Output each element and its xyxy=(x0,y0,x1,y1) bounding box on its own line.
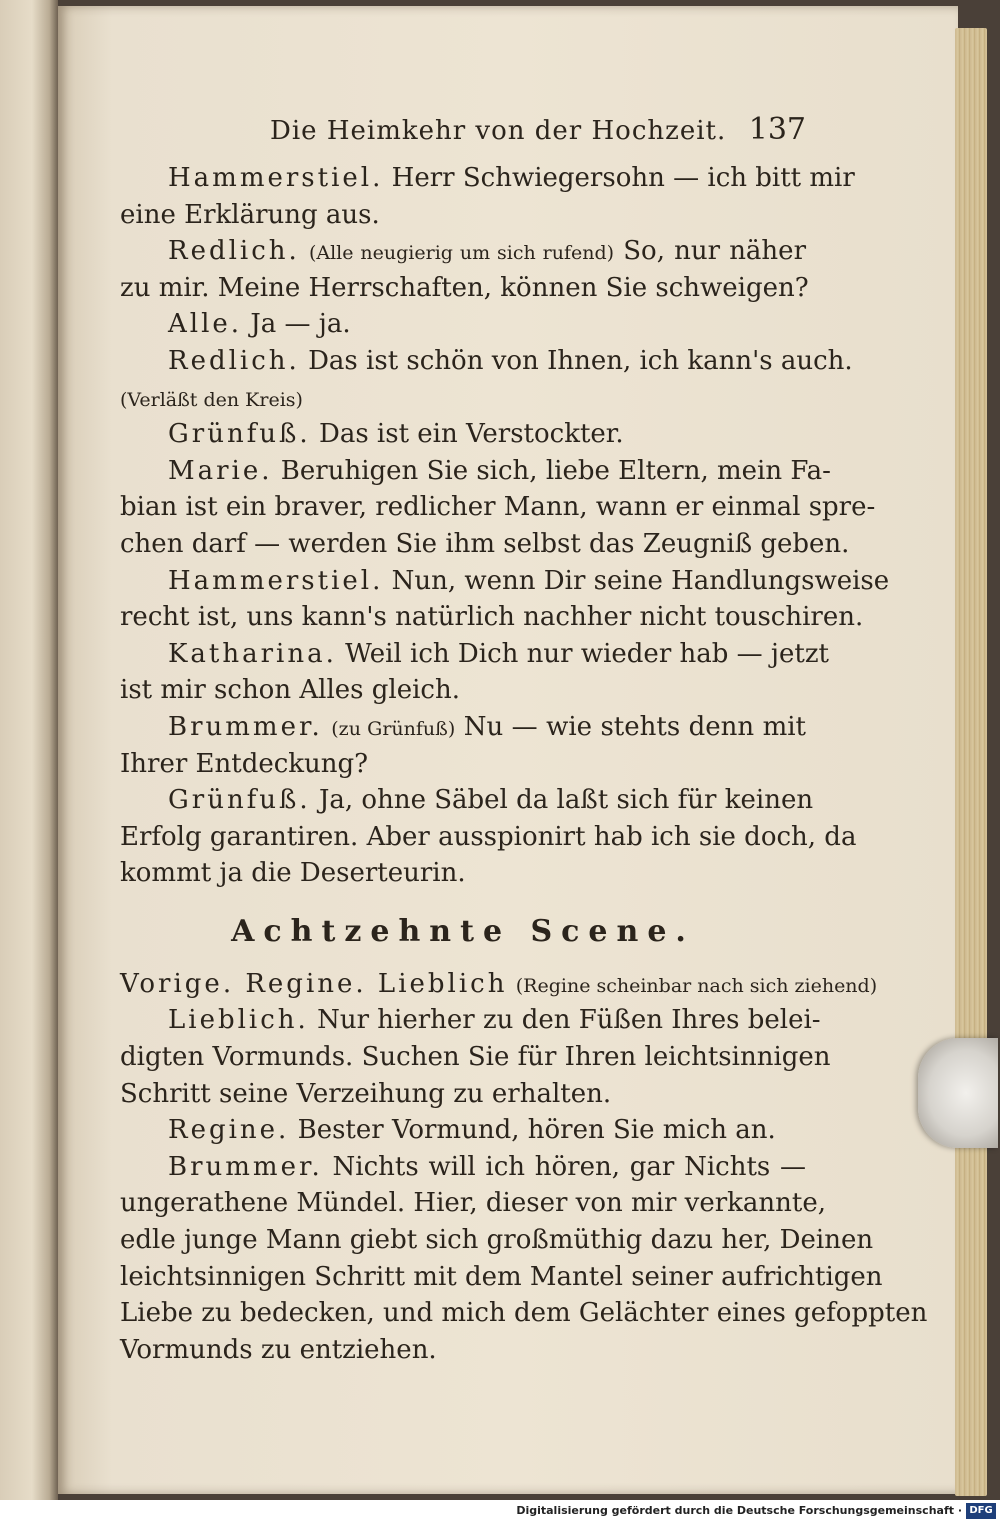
line-text: ist mir schon Alles gleich. xyxy=(120,675,460,706)
stage-direction: (Alle neugierig um sich rufend) xyxy=(308,242,615,265)
text-block xyxy=(120,108,928,1368)
line-text: So, nur näher xyxy=(614,236,806,267)
line-text: bian ist ein braver, redlicher Mann, wann er einmal spre- xyxy=(120,492,876,523)
speaker-name: Hammerstiel. xyxy=(168,565,384,596)
page-number: 137 xyxy=(748,112,806,147)
speaker-name: Grünfuß. xyxy=(168,419,311,450)
text-line xyxy=(120,270,809,307)
text-line xyxy=(120,526,850,563)
page-stack-edge xyxy=(955,28,987,1496)
text-line xyxy=(120,746,806,783)
text-line xyxy=(120,1002,821,1039)
line-text xyxy=(507,969,515,999)
line-text: Ihrer Entdeckung? xyxy=(120,748,369,779)
text-line xyxy=(120,1259,883,1296)
line-text: Schritt seine Verzeihung zu erhalten. xyxy=(120,1078,612,1109)
line-text: Nichts will ich hören, gar Nichts — xyxy=(322,1151,806,1182)
page-clip xyxy=(918,1038,998,1148)
line-text xyxy=(323,712,331,742)
footer-bar xyxy=(0,1500,1000,1524)
speaker-name: Grünfuß. xyxy=(168,785,311,816)
speaker-name: Brummer. xyxy=(168,1151,323,1182)
speaker-name: Marie. xyxy=(168,455,273,486)
text-line xyxy=(120,672,806,709)
line-text: edle junge Mann giebt sich großmüthig dazu her, Deinen xyxy=(120,1225,874,1256)
text-line xyxy=(120,197,806,234)
text-line xyxy=(120,563,890,600)
text-line xyxy=(120,233,806,270)
line-text xyxy=(300,236,309,266)
speaker-name: Redlich. xyxy=(168,236,300,267)
stage-direction: (Verläßt den Kreis) xyxy=(120,388,303,411)
speaker-name: Redlich. xyxy=(168,345,300,376)
line-text: Ja — ja. xyxy=(242,309,351,340)
body-text xyxy=(120,160,928,1368)
line-text: Das ist ein Verstockter. xyxy=(310,419,624,450)
line-text: Liebe zu bedecken, und mich dem Gelächter eines gefoppten xyxy=(120,1298,928,1329)
text-line xyxy=(120,160,855,197)
text-line xyxy=(120,416,806,453)
line-text: zu mir. Meine Herrschaften, können Sie schweigen? xyxy=(120,272,809,303)
left-page-edge xyxy=(0,0,58,1500)
line-text: kommt ja die Deserteurin. xyxy=(120,858,466,889)
speaker-name: Brummer. xyxy=(168,711,323,742)
text-line xyxy=(120,782,814,819)
text-line xyxy=(120,819,857,856)
line-text: Nun, wenn Dir seine Handlungsweise xyxy=(383,565,890,596)
text-line xyxy=(120,709,806,746)
speaker-name: Katharina. xyxy=(168,638,337,669)
line-text: Ja, ohne Säbel da laßt sich für keinen xyxy=(310,785,814,816)
line-text: recht ist, uns kann's natürlich nachher nicht touschiren. xyxy=(120,602,864,633)
line-text: chen darf — werden Sie ihm selbst das Zeugniß geben. xyxy=(120,528,850,559)
line-text: digten Vormunds. Suchen Sie für Ihren leichtsinnigen xyxy=(120,1042,831,1073)
text-line xyxy=(120,1222,874,1259)
text-line xyxy=(120,599,864,636)
line-text: Nur hierher zu den Füßen Ihres belei- xyxy=(308,1005,821,1036)
stage-direction: (zu Grünfuß) xyxy=(331,717,456,740)
line-text: Erfolg garantiren. Aber ausspionirt hab ich sie doch, da xyxy=(120,821,857,852)
text-line xyxy=(120,380,806,417)
stage-direction: (Regine scheinbar nach sich ziehend) xyxy=(515,974,878,997)
text-line xyxy=(120,453,831,490)
line-text: Bester Vormund, hören Sie mich an. xyxy=(289,1115,776,1146)
speaker-name: Hammerstiel. xyxy=(168,163,384,193)
line-text: Vormunds zu entziehen. xyxy=(120,1334,437,1365)
line-text: Das ist schön von Ihnen, ich kann's auch. xyxy=(299,345,853,376)
text-line xyxy=(120,855,806,892)
text-line xyxy=(120,1112,806,1149)
running-head xyxy=(120,108,806,160)
text-line xyxy=(120,636,829,673)
footer-credit: Digitalisierung gefördert durch die Deutsche Forschungsgemeinschaft · xyxy=(516,1504,962,1517)
text-line xyxy=(120,966,878,1003)
speaker-name: Alle. xyxy=(168,309,243,340)
line-text: leichtsinnigen Schritt mit dem Mantel seiner aufrichtigen xyxy=(120,1261,883,1292)
running-title: Die Heimkehr von der Hochzeit. xyxy=(270,116,727,146)
text-line xyxy=(120,1076,806,1113)
line-text: Nu — wie stehts denn mit xyxy=(455,711,806,742)
speaker-name: Regine. xyxy=(168,1115,290,1146)
line-text: eine Erklärung aus. xyxy=(120,199,380,230)
speaker-name: Lieblich. xyxy=(168,1005,309,1036)
line-text: ungerathene Mündel. Hier, dieser von mir verkannte, xyxy=(120,1188,827,1219)
line-text: Beruhigen Sie sich, liebe Eltern, mein Fa- xyxy=(272,455,831,486)
text-line xyxy=(120,306,806,343)
text-line xyxy=(120,343,853,380)
text-line xyxy=(120,1295,928,1332)
text-line xyxy=(120,1039,831,1076)
text-line xyxy=(120,1185,827,1222)
text-line xyxy=(120,1332,806,1369)
text-line xyxy=(120,1149,806,1186)
text-line xyxy=(120,489,876,526)
line-text: Weil ich Dich nur wieder hab — jetzt xyxy=(336,638,829,669)
line-text: Herr Schwiegersohn — ich bitt mir xyxy=(383,163,855,193)
speaker-name: Vorige. Regine. Lieblich xyxy=(120,968,508,999)
dfg-logo: DFG xyxy=(966,1503,996,1519)
scene-heading: Achtzehnte Scene. xyxy=(231,913,695,949)
